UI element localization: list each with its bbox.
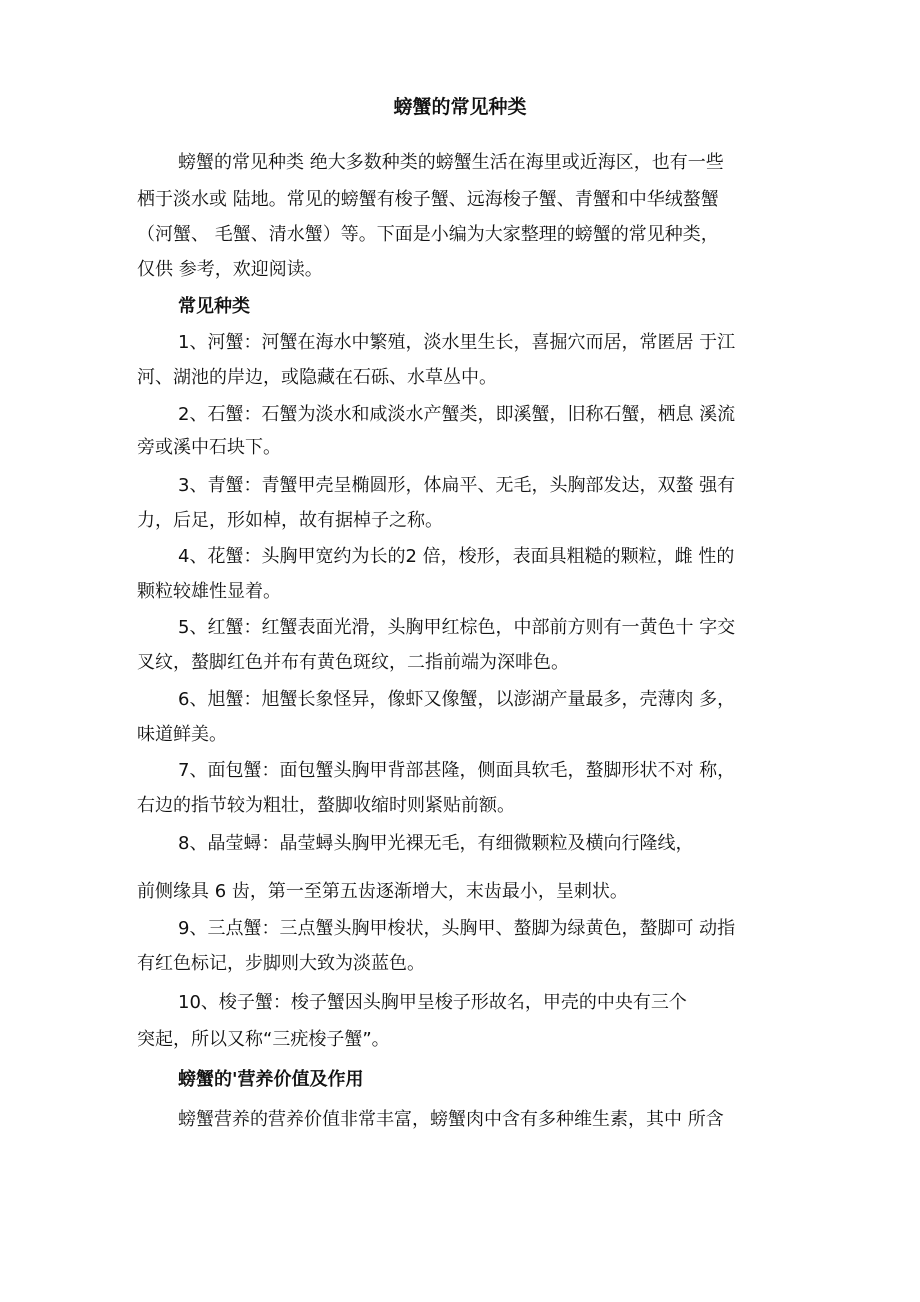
item-line: 3、青蟹：青蟹甲壳呈椭圆形，体扁平、无毛，头胸部发达，双螯 强有 bbox=[178, 475, 736, 496]
item-line: 4、花蟹：头胸甲宽约为长的2 倍，梭形，表面具粗糙的颗粒，雌 性的 bbox=[178, 546, 735, 567]
item-line: 5、红蟹：红蟹表面光滑，头胸甲红棕色，中部前方则有一黄色十 字交 bbox=[178, 617, 736, 638]
item-line: 7、面包蟹：面包蟹头胸甲背部甚隆，侧面具软毛，螯脚形状不对 称， bbox=[178, 760, 736, 781]
item-line: 河、湖池的岸边，或隐藏在石砾、水草丛中。 bbox=[137, 367, 497, 388]
item-line: 旁或溪中石块下。 bbox=[137, 437, 281, 458]
item-line: 6、旭蟹：旭蟹长象怪异，像虾又像蟹，以澎湖产量最多，壳薄肉 多， bbox=[178, 689, 736, 710]
item-line: 1、河蟹：河蟹在海水中繁殖，淡水里生长，喜掘穴而居，常匿居 于江 bbox=[178, 332, 736, 353]
body-line: 螃蟹营养的营养价值非常丰富，螃蟹肉中含有多种维生素，其中 所含 bbox=[178, 1109, 724, 1130]
document-title: 螃蟹的常见种类 bbox=[393, 96, 527, 118]
item-line: 叉纹，螯脚红色并布有黄色斑纹，二指前端为深啡色。 bbox=[137, 652, 569, 673]
item-line: 8、晶莹蟳：晶莹蟳头胸甲光裸无毛，有细微颗粒及横向行隆线， bbox=[178, 833, 694, 854]
item-line: 颗粒较雄性显着。 bbox=[137, 581, 281, 602]
intro-line: （河蟹、 毛蟹、清水蟹）等。下面是小编为大家整理的螃蟹的常见种类， bbox=[137, 224, 719, 245]
intro-line: 螃蟹的常见种类 绝大多数种类的螃蟹生活在海里或近海区，也有一些 bbox=[178, 152, 724, 173]
item-line: 有红色标记，步脚则大致为淡蓝色。 bbox=[137, 953, 425, 974]
section-heading: 常见种类 bbox=[178, 296, 250, 317]
item-line: 力，后足，形如棹，故有据棹子之称。 bbox=[137, 510, 443, 531]
item-line: 突起，所以又称“三疣梭子蟹”。 bbox=[137, 1029, 390, 1050]
item-line: 2、石蟹：石蟹为淡水和咸淡水产蟹类，即溪蟹，旧称石蟹，栖息 溪流 bbox=[178, 404, 736, 425]
item-line: 10、梭子蟹：梭子蟹因头胸甲呈梭子形故名，甲壳的中央有三个 bbox=[178, 992, 687, 1013]
item-line: 味道鲜美。 bbox=[137, 724, 227, 745]
item-line: 前侧缘具 6 齿，第一至第五齿逐渐增大，末齿最小，呈刺状。 bbox=[137, 881, 628, 902]
intro-line: 栖于淡水或 陆地。常见的螃蟹有梭子蟹、远海梭子蟹、青蟹和中华绒螯蟹 bbox=[137, 189, 719, 210]
intro-line: 仅供 参考，欢迎阅读。 bbox=[137, 259, 323, 280]
item-line: 右边的指节较为粗壮，螯脚收缩时则紧贴前额。 bbox=[137, 795, 515, 816]
item-line: 9、三点蟹：三点蟹头胸甲梭状，头胸甲、螯脚为绿黄色，螯脚可 动指 bbox=[178, 918, 736, 939]
section-heading: 螃蟹的'营养价值及作用 bbox=[178, 1069, 364, 1090]
